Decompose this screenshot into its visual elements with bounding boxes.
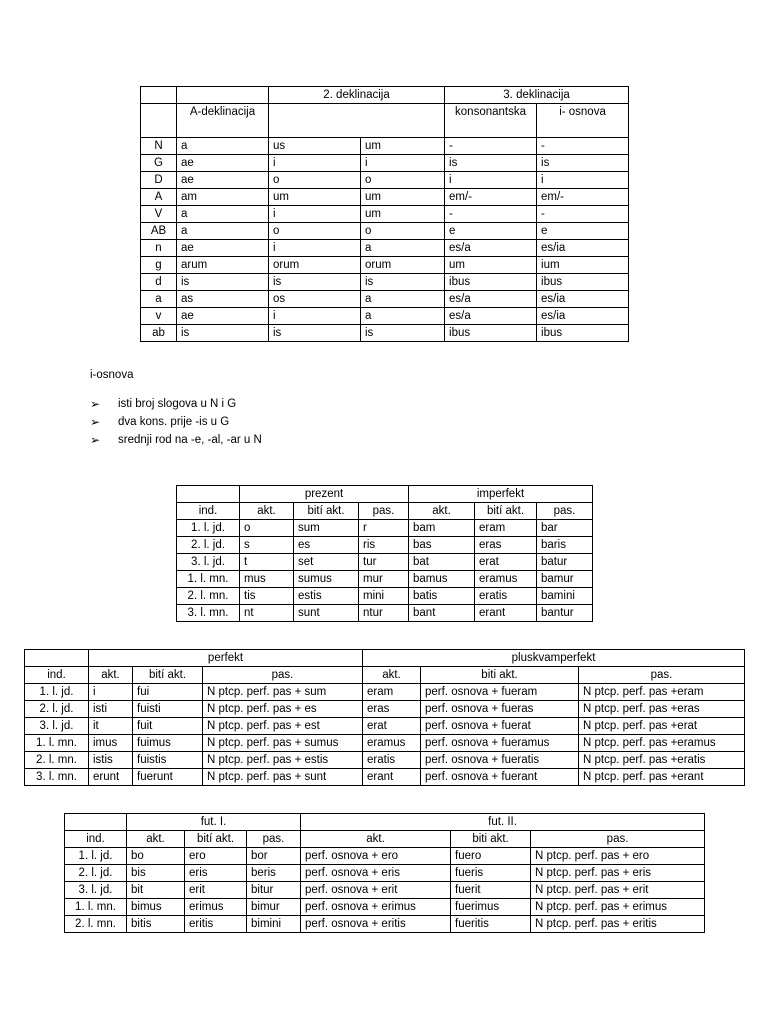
table-cell: mini	[359, 588, 409, 605]
table-cell: s	[240, 537, 294, 554]
table-cell: eris	[185, 865, 247, 882]
table-row	[177, 605, 593, 622]
table-cell: fuero	[451, 848, 531, 865]
table-cell: orum	[269, 257, 361, 274]
table-cell: um	[445, 257, 537, 274]
table-cell: i	[269, 240, 361, 257]
table-cell: ae	[177, 172, 269, 189]
table-cell: fuimus	[133, 735, 203, 752]
table-cell: eram	[475, 520, 537, 537]
row-label: 2. l. mn.	[65, 916, 127, 933]
table-cell: es/a	[445, 308, 537, 325]
table-row	[65, 899, 705, 916]
table-cell: perf. osnova + ero	[301, 848, 451, 865]
col-header: bití akt.	[294, 503, 359, 520]
table-cell: o	[361, 172, 445, 189]
table-cell: a	[177, 206, 269, 223]
table-cell: N ptcp. perf. pas +erat	[579, 718, 745, 735]
table-cell: ium	[537, 257, 629, 274]
table-row	[25, 735, 745, 752]
table-cell: fuit	[133, 718, 203, 735]
table-row	[141, 325, 629, 342]
table-cell: erat	[475, 554, 537, 571]
perfect-body	[25, 684, 745, 786]
table-cell: perf. osnova + eritis	[301, 916, 451, 933]
table-row	[65, 848, 705, 865]
table-cell: fuerimus	[451, 899, 531, 916]
row-label: ab	[141, 325, 177, 342]
table-cell: as	[177, 291, 269, 308]
table-cell: perf. osnova + fueratis	[421, 752, 579, 769]
group-header-row	[65, 814, 705, 831]
table-cell: N ptcp. perf. pas + est	[203, 718, 363, 735]
row-label: 1. l. mn.	[177, 571, 240, 588]
table-cell: a	[177, 138, 269, 155]
table-cell: ibus	[537, 325, 629, 342]
row-label: 3. l. jd.	[25, 718, 89, 735]
table-cell: am	[177, 189, 269, 206]
header-imperfekt: imperfekt	[409, 486, 593, 503]
row-label: n	[141, 240, 177, 257]
table-cell: es	[294, 537, 359, 554]
table-cell: N ptcp. perf. pas +eram	[579, 684, 745, 701]
table-cell: eratis	[475, 588, 537, 605]
col-header: akt.	[301, 831, 451, 848]
column-header-row	[65, 831, 705, 848]
col-header: akt.	[363, 667, 421, 684]
table-cell: us	[269, 138, 361, 155]
col-header: akt.	[127, 831, 185, 848]
col-header: ind.	[25, 667, 89, 684]
table-cell: orum	[361, 257, 445, 274]
table-cell: i	[537, 172, 629, 189]
table-cell: perf. osnova + eris	[301, 865, 451, 882]
list-item	[90, 431, 262, 449]
table-cell: eras	[475, 537, 537, 554]
row-label: 2. l. jd.	[177, 537, 240, 554]
table-cell: sunt	[294, 605, 359, 622]
header-pluskvamperfekt: pluskvamperfekt	[363, 650, 745, 667]
table-cell: um	[361, 189, 445, 206]
table-cell: is	[445, 155, 537, 172]
table-row	[65, 865, 705, 882]
col-header: pas.	[247, 831, 301, 848]
table-row	[177, 588, 593, 605]
table-cell: i	[445, 172, 537, 189]
row-label: 2. l. mn.	[177, 588, 240, 605]
table-cell: eritis	[185, 916, 247, 933]
header-i-osnova: i- osnova	[537, 104, 629, 138]
col-header: pas.	[203, 667, 363, 684]
table-cell: ibus	[445, 325, 537, 342]
table-cell: is	[537, 155, 629, 172]
row-label: V	[141, 206, 177, 223]
table-cell: em/-	[445, 189, 537, 206]
table-cell: i	[269, 206, 361, 223]
table-cell: perf. osnova + fuerant	[421, 769, 579, 786]
row-label: 1. l. mn.	[25, 735, 89, 752]
col-header: pas.	[531, 831, 705, 848]
declension-table	[140, 86, 629, 342]
table-row	[25, 752, 745, 769]
col-header: pas.	[579, 667, 745, 684]
table-cell: a	[177, 223, 269, 240]
present-imperfect-body	[177, 520, 593, 622]
table-cell: eramus	[363, 735, 421, 752]
table-cell: arum	[177, 257, 269, 274]
header-cell	[269, 104, 445, 138]
table-cell: em/-	[537, 189, 629, 206]
table-cell: N ptcp. perf. pas +eramus	[579, 735, 745, 752]
row-label: 1. l. jd.	[25, 684, 89, 701]
table-cell: beris	[247, 865, 301, 882]
col-header: ind.	[177, 503, 240, 520]
table-cell: N ptcp. perf. pas + erit	[531, 882, 705, 899]
header-perfekt: perfekt	[89, 650, 363, 667]
header-konsonantska: konsonantska	[445, 104, 537, 138]
table-cell: bam	[409, 520, 475, 537]
table-cell: sum	[294, 520, 359, 537]
table-cell: nt	[240, 605, 294, 622]
header-cell	[65, 814, 127, 831]
col-header: akt.	[89, 667, 133, 684]
row-label: A	[141, 189, 177, 206]
table-cell: istis	[89, 752, 133, 769]
table-cell: mur	[359, 571, 409, 588]
table-cell: N ptcp. perf. pas + es	[203, 701, 363, 718]
table-cell: um	[361, 206, 445, 223]
table-cell: is	[269, 274, 361, 291]
row-label: d	[141, 274, 177, 291]
table-cell: -	[445, 138, 537, 155]
table-cell: bimini	[247, 916, 301, 933]
table-cell: is	[177, 325, 269, 342]
table-cell: erant	[475, 605, 537, 622]
declension-body	[141, 138, 629, 342]
table-cell: e	[537, 223, 629, 240]
table-row	[141, 155, 629, 172]
table-row	[141, 206, 629, 223]
table-cell: um	[361, 138, 445, 155]
table-cell: es/ia	[537, 308, 629, 325]
table-cell: fuerunt	[133, 769, 203, 786]
table-cell: bimus	[127, 899, 185, 916]
table-cell: ae	[177, 240, 269, 257]
table-cell: -	[537, 138, 629, 155]
table-row	[25, 769, 745, 786]
table-cell: bant	[409, 605, 475, 622]
table-cell: a	[361, 308, 445, 325]
table-cell: bo	[127, 848, 185, 865]
table-cell: i	[361, 155, 445, 172]
table-cell: es/ia	[537, 291, 629, 308]
table-cell: um	[269, 189, 361, 206]
table-row	[177, 537, 593, 554]
table-row	[177, 554, 593, 571]
table-cell: e	[445, 223, 537, 240]
i-osnova-list	[90, 395, 262, 449]
group-header-row	[25, 650, 745, 667]
table-cell: bitur	[247, 882, 301, 899]
table-cell: bor	[247, 848, 301, 865]
table-cell: os	[269, 291, 361, 308]
table-cell: bar	[537, 520, 593, 537]
list-item	[90, 413, 262, 431]
col-header: biti akt.	[421, 667, 579, 684]
list-item-text: dva kons. prije -is u G	[118, 416, 230, 428]
table-cell: tis	[240, 588, 294, 605]
header-cell	[177, 486, 240, 503]
i-osnova-heading: i-osnova	[90, 369, 134, 381]
table-cell: o	[269, 223, 361, 240]
table-cell: i	[269, 155, 361, 172]
table-row	[25, 718, 745, 735]
table-cell: ae	[177, 155, 269, 172]
table-cell: perf. osnova + fueras	[421, 701, 579, 718]
header-prezent: prezent	[240, 486, 409, 503]
table-cell: N ptcp. perf. pas + estis	[203, 752, 363, 769]
table-cell: bamus	[409, 571, 475, 588]
present-imperfect-table	[176, 485, 593, 622]
table-cell: erat	[363, 718, 421, 735]
table-row	[177, 571, 593, 588]
col-header: akt.	[240, 503, 294, 520]
table-cell: bamur	[537, 571, 593, 588]
table-cell: -	[537, 206, 629, 223]
table-cell: bimur	[247, 899, 301, 916]
table-cell: ibus	[445, 274, 537, 291]
table-cell: N ptcp. perf. pas + sumus	[203, 735, 363, 752]
table-cell: -	[445, 206, 537, 223]
table-cell: erit	[185, 882, 247, 899]
header-a-deklinacija: A-deklinacija	[177, 104, 269, 138]
table-cell: bit	[127, 882, 185, 899]
table-cell: isti	[89, 701, 133, 718]
table-cell: ae	[177, 308, 269, 325]
col-header: pas.	[359, 503, 409, 520]
table-row	[141, 274, 629, 291]
table-cell: is	[361, 325, 445, 342]
table-cell: is	[361, 274, 445, 291]
table-row	[141, 257, 629, 274]
table-cell: ibus	[537, 274, 629, 291]
table-cell: N ptcp. perf. pas + sum	[203, 684, 363, 701]
table-cell: batur	[537, 554, 593, 571]
table-cell: is	[269, 325, 361, 342]
row-label: N	[141, 138, 177, 155]
table-cell: bitis	[127, 916, 185, 933]
perfect-table	[24, 649, 745, 786]
table-cell: fuerit	[451, 882, 531, 899]
table-cell: imus	[89, 735, 133, 752]
table-cell: N ptcp. perf. pas + eritis	[531, 916, 705, 933]
table-cell: N ptcp. perf. pas +eras	[579, 701, 745, 718]
table-cell: eram	[363, 684, 421, 701]
header-cell	[177, 87, 269, 104]
table-cell: ris	[359, 537, 409, 554]
col-header: pas.	[537, 503, 593, 520]
table-cell: N ptcp. perf. pas +erant	[579, 769, 745, 786]
table-cell: es/a	[445, 291, 537, 308]
table-cell: bas	[409, 537, 475, 554]
declension-header-row-1	[141, 87, 629, 104]
table-row	[141, 138, 629, 155]
table-row	[141, 223, 629, 240]
table-cell: perf. osnova + fueram	[421, 684, 579, 701]
table-cell: perf. osnova + fueramus	[421, 735, 579, 752]
list-item	[90, 395, 262, 413]
declension-header-row-2	[141, 104, 629, 138]
table-cell: sumus	[294, 571, 359, 588]
table-cell: fueritis	[451, 916, 531, 933]
table-cell: N ptcp. perf. pas + eris	[531, 865, 705, 882]
table-cell: eratis	[363, 752, 421, 769]
row-label: 3. l. mn.	[25, 769, 89, 786]
row-label: v	[141, 308, 177, 325]
table-cell: bantur	[537, 605, 593, 622]
arrow-bullet-icon: ➢	[90, 397, 101, 411]
table-cell: erunt	[89, 769, 133, 786]
header-cell	[25, 650, 89, 667]
table-cell: tur	[359, 554, 409, 571]
row-label: 2. l. jd.	[25, 701, 89, 718]
header-fut-1: fut. I.	[127, 814, 301, 831]
row-label: AB	[141, 223, 177, 240]
col-header: bití akt.	[475, 503, 537, 520]
header-3-deklinacija: 3. deklinacija	[445, 87, 629, 104]
table-cell: erimus	[185, 899, 247, 916]
table-cell: N ptcp. perf. pas + sunt	[203, 769, 363, 786]
table-cell: batis	[409, 588, 475, 605]
row-label: D	[141, 172, 177, 189]
row-label: a	[141, 291, 177, 308]
list-item-text: srednji rod na -e, -al, -ar u N	[118, 434, 262, 446]
table-cell: o	[240, 520, 294, 537]
future-body	[65, 848, 705, 933]
table-cell: fui	[133, 684, 203, 701]
header-fut-2: fut. II.	[301, 814, 705, 831]
table-cell: baris	[537, 537, 593, 554]
table-cell: perf. osnova + erit	[301, 882, 451, 899]
table-row	[65, 916, 705, 933]
table-cell: mus	[240, 571, 294, 588]
group-header-row	[177, 486, 593, 503]
table-cell: ero	[185, 848, 247, 865]
col-header: ind.	[65, 831, 127, 848]
row-label: 3. l. jd.	[177, 554, 240, 571]
table-cell: eras	[363, 701, 421, 718]
table-cell: i	[89, 684, 133, 701]
table-cell: set	[294, 554, 359, 571]
row-label: 2. l. jd.	[65, 865, 127, 882]
col-header: biti akt.	[451, 831, 531, 848]
table-cell: a	[361, 240, 445, 257]
header-cell	[141, 104, 177, 138]
row-label: 3. l. mn.	[177, 605, 240, 622]
future-table	[64, 813, 705, 933]
table-cell: estis	[294, 588, 359, 605]
arrow-bullet-icon: ➢	[90, 433, 101, 447]
table-cell: ntur	[359, 605, 409, 622]
table-cell: i	[269, 308, 361, 325]
table-row	[141, 189, 629, 206]
table-cell: a	[361, 291, 445, 308]
table-cell: N ptcp. perf. pas +eratis	[579, 752, 745, 769]
table-cell: eramus	[475, 571, 537, 588]
column-header-row	[25, 667, 745, 684]
table-cell: es/ia	[537, 240, 629, 257]
col-header: bití akt.	[133, 667, 203, 684]
arrow-bullet-icon: ➢	[90, 415, 101, 429]
table-row	[141, 240, 629, 257]
table-cell: es/a	[445, 240, 537, 257]
column-header-row	[177, 503, 593, 520]
table-cell: r	[359, 520, 409, 537]
table-cell: fueris	[451, 865, 531, 882]
table-cell: fuisti	[133, 701, 203, 718]
col-header: bití akt.	[185, 831, 247, 848]
table-cell: bat	[409, 554, 475, 571]
row-label: 1. l. jd.	[65, 848, 127, 865]
row-label: 1. l. mn.	[65, 899, 127, 916]
table-cell: is	[177, 274, 269, 291]
row-label: 1. l. jd.	[177, 520, 240, 537]
table-cell: it	[89, 718, 133, 735]
header-2-deklinacija: 2. deklinacija	[269, 87, 445, 104]
row-label: G	[141, 155, 177, 172]
table-cell: t	[240, 554, 294, 571]
row-label: g	[141, 257, 177, 274]
table-cell: o	[361, 223, 445, 240]
table-row	[25, 701, 745, 718]
header-cell	[141, 87, 177, 104]
table-cell: perf. osnova + fuerat	[421, 718, 579, 735]
table-row	[177, 520, 593, 537]
table-row	[65, 882, 705, 899]
table-cell: perf. osnova + erimus	[301, 899, 451, 916]
list-item-text: isti broj slogova u N i G	[118, 398, 237, 410]
row-label: 3. l. jd.	[65, 882, 127, 899]
table-cell: o	[269, 172, 361, 189]
table-cell: bamini	[537, 588, 593, 605]
table-cell: N ptcp. perf. pas + ero	[531, 848, 705, 865]
table-row	[25, 684, 745, 701]
table-row	[141, 172, 629, 189]
table-row	[141, 308, 629, 325]
table-row	[141, 291, 629, 308]
col-header: akt.	[409, 503, 475, 520]
table-cell: fuistis	[133, 752, 203, 769]
table-cell: N ptcp. perf. pas + erimus	[531, 899, 705, 916]
table-cell: bis	[127, 865, 185, 882]
table-cell: erant	[363, 769, 421, 786]
row-label: 2. l. mn.	[25, 752, 89, 769]
